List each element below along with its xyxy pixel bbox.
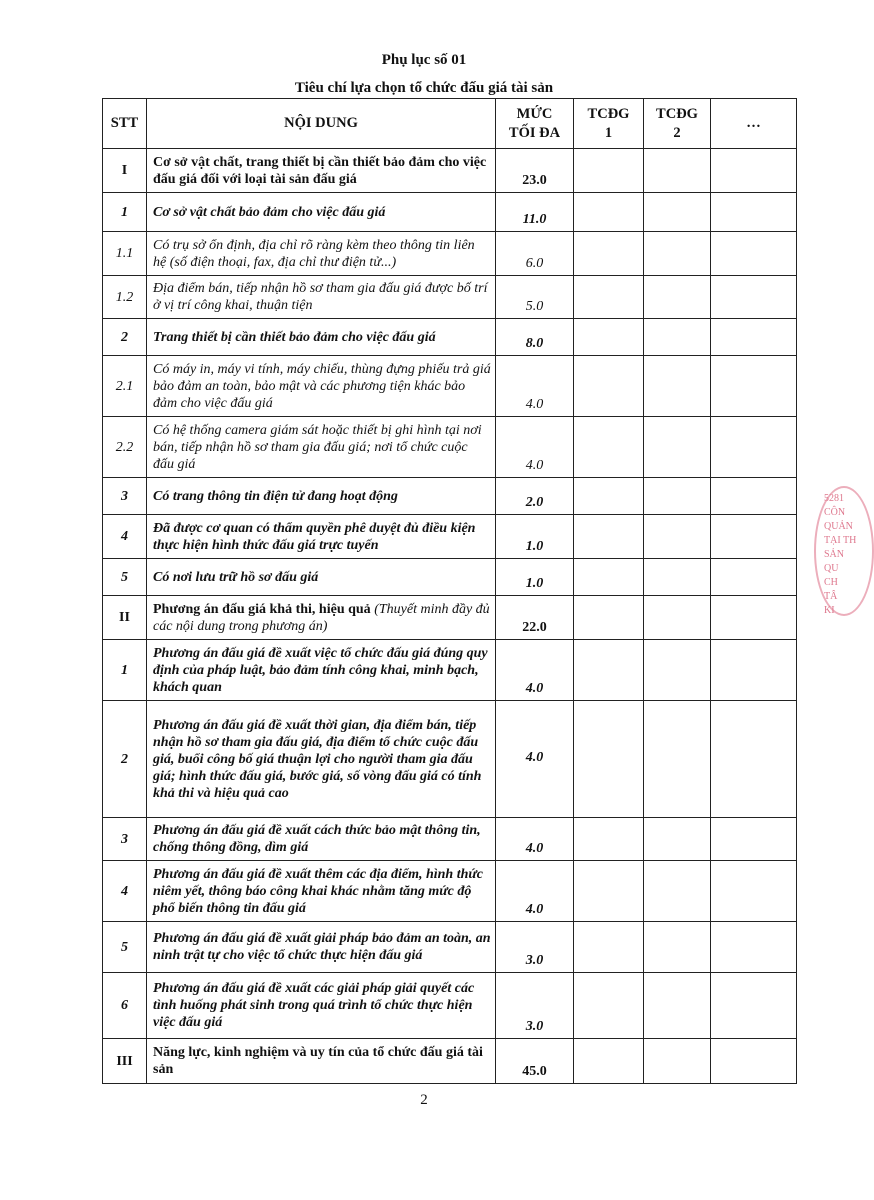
- row-score: 4.0: [496, 701, 574, 818]
- header-org1-line1: TCĐG: [587, 105, 630, 122]
- score-cell-more: [711, 232, 797, 276]
- row-stt: I: [103, 149, 147, 193]
- row-stt: III: [103, 1039, 147, 1084]
- score-cell-org1: [574, 478, 644, 515]
- score-cell-more: [711, 973, 797, 1039]
- score-cell-more: [711, 1039, 797, 1084]
- row-content: Phương án đấu giá đề xuất các giải pháp giải quyết các tình huống phát sinh trong quá trình tổ chức thực hiện việc đấu giá: [147, 973, 496, 1039]
- stamp-line: TẠI TH: [824, 535, 857, 546]
- row-stt: 4: [103, 515, 147, 559]
- table-row: [103, 559, 797, 596]
- row-score: 3.0: [496, 922, 574, 973]
- stamp-line: CH: [824, 577, 838, 588]
- stamp-line: CÔN: [824, 507, 846, 518]
- score-cell-more: [711, 193, 797, 232]
- stamp-line: KI: [824, 605, 835, 616]
- table-row: [103, 319, 797, 356]
- score-cell-org1: [574, 276, 644, 319]
- stamp-line: QUẢN: [824, 521, 853, 532]
- score-cell-more: [711, 356, 797, 417]
- score-cell-more: [711, 319, 797, 356]
- stamp-line: 5281: [824, 493, 844, 504]
- score-cell-org2: [644, 149, 711, 193]
- score-cell-org2: [644, 922, 711, 973]
- row-content: Có hệ thống camera giám sát hoặc thiết bị ghi hình tại nơi bán, tiếp nhận hồ sơ tham gia đấu giá; nơi tổ chức cuộc đấu giá: [147, 417, 496, 478]
- row-content: Trang thiết bị cần thiết bảo đảm cho việc đấu giá: [147, 319, 496, 356]
- row-stt: 4: [103, 861, 147, 922]
- row-stt: 6: [103, 973, 147, 1039]
- page-number: 2: [420, 1092, 428, 1108]
- table-row: [103, 861, 797, 922]
- row-content-main: Phương án đấu giá khả thi, hiệu quả: [153, 601, 371, 617]
- row-stt: II: [103, 596, 147, 640]
- score-cell-org1: [574, 356, 644, 417]
- row-score: 1.0: [496, 559, 574, 596]
- header-org2-line1: TCĐG: [656, 105, 698, 122]
- header-org1-line2: 1: [604, 124, 613, 141]
- row-stt: 1: [103, 640, 147, 701]
- row-content: Cơ sở vật chất, trang thiết bị cần thiết bảo đảm cho việc đấu giá đối với loại tài sản đấu giá: [147, 149, 496, 193]
- table-row: [103, 640, 797, 701]
- row-content: Có trang thông tin điện tử đang hoạt động: [147, 478, 496, 515]
- score-cell-org2: [644, 1039, 711, 1084]
- score-cell-org1: [574, 701, 644, 818]
- score-cell-org2: [644, 640, 711, 701]
- score-cell-org1: [574, 818, 644, 861]
- row-stt: 2.2: [103, 417, 147, 478]
- stamp-line: SẢN: [824, 549, 845, 560]
- score-cell-more: [711, 861, 797, 922]
- seal-stamp-fragment: [814, 486, 874, 616]
- row-stt: 5: [103, 922, 147, 973]
- score-cell-org1: [574, 417, 644, 478]
- score-cell-more: [711, 922, 797, 973]
- table-row: [103, 149, 797, 193]
- appendix-title: Phụ lục số 01: [381, 52, 467, 68]
- score-cell-org1: [574, 922, 644, 973]
- row-stt: 2: [103, 319, 147, 356]
- score-cell-org2: [644, 193, 711, 232]
- header-content: NỘI DUNG: [147, 99, 496, 149]
- row-score: 3.0: [496, 973, 574, 1039]
- score-cell-org2: [644, 861, 711, 922]
- score-cell-org1: [574, 515, 644, 559]
- score-cell-org2: [644, 232, 711, 276]
- score-cell-org2: [644, 559, 711, 596]
- header-org1: [574, 99, 644, 149]
- score-cell-more: [711, 701, 797, 818]
- score-cell-more: [711, 478, 797, 515]
- document-subtitle: Tiêu chí lựa chọn tổ chức đấu giá tài sản: [294, 80, 554, 96]
- score-cell-org2: [644, 515, 711, 559]
- table-row: [103, 596, 797, 640]
- criteria-table: [102, 98, 797, 1084]
- row-score: 11.0: [496, 193, 574, 232]
- row-content: Có máy in, máy vi tính, máy chiếu, thùng đựng phiếu trả giá bảo đảm an toàn, bảo mật và các phương tiện khác bảo đảm cho việc đấu giá: [147, 356, 496, 417]
- row-score: 4.0: [496, 417, 574, 478]
- row-stt: 3: [103, 478, 147, 515]
- row-content: Phương án đấu giá đề xuất cách thức bảo mật thông tin, chống thông đồng, dìm giá: [147, 818, 496, 861]
- score-cell-org1: [574, 319, 644, 356]
- score-cell-org2: [644, 356, 711, 417]
- score-cell-org1: [574, 559, 644, 596]
- row-content: Phương án đấu giá đề xuất giải pháp bảo đảm an toàn, an ninh trật tự cho việc tổ chức thực hiện đấu giá: [147, 922, 496, 973]
- table-row: [103, 232, 797, 276]
- row-stt: 1.1: [103, 232, 147, 276]
- header-org2-line2: 2: [673, 124, 681, 141]
- row-content: Phương án đấu giá đề xuất thời gian, địa điểm bán, tiếp nhận hồ sơ tham gia đấu giá, địa điểm tổ chức cuộc đấu giá, buổi công bố giá thuận lợi cho người tham gia đấu giá; hình thức đấu giá, bước giá, số vòng đấu giá có tính khả thi và hiệu quả cao: [147, 701, 496, 818]
- score-cell-org2: [644, 276, 711, 319]
- score-cell-org1: [574, 193, 644, 232]
- score-cell-org2: [644, 478, 711, 515]
- row-stt: 1: [103, 193, 147, 232]
- score-cell-org2: [644, 417, 711, 478]
- row-stt: 1.2: [103, 276, 147, 319]
- stamp-line: TÂ: [824, 591, 838, 602]
- table-row: [103, 515, 797, 559]
- score-cell-org2: [644, 596, 711, 640]
- header-max-line2: TỐI ĐA: [508, 124, 561, 141]
- row-score: 22.0: [496, 596, 574, 640]
- table-row: [103, 701, 797, 818]
- row-content: Có trụ sở ổn định, địa chỉ rõ ràng kèm theo thông tin liên hệ (số điện thoại, fax, địa chỉ thư điện tử...): [147, 232, 496, 276]
- score-cell-org2: [644, 701, 711, 818]
- row-score: 4.0: [496, 818, 574, 861]
- score-cell-org1: [574, 973, 644, 1039]
- score-cell-more: [711, 596, 797, 640]
- table-row: [103, 417, 797, 478]
- table-row: [103, 1039, 797, 1084]
- score-cell-more: [711, 559, 797, 596]
- row-content: Có nơi lưu trữ hồ sơ đấu giá: [147, 559, 496, 596]
- row-score: 4.0: [496, 356, 574, 417]
- score-cell-org2: [644, 973, 711, 1039]
- score-cell-more: [711, 640, 797, 701]
- table-row: [103, 818, 797, 861]
- row-content: Phương án đấu giá đề xuất việc tổ chức đấu giá đúng quy định của pháp luật, bảo đảm tính công khai, minh bạch, khách quan: [147, 640, 496, 701]
- table-row: [103, 356, 797, 417]
- header-org2: [644, 99, 711, 149]
- row-score: 45.0: [496, 1039, 574, 1084]
- row-score: 4.0: [496, 640, 574, 701]
- score-cell-org1: [574, 149, 644, 193]
- row-score: 8.0: [496, 319, 574, 356]
- row-content: [147, 596, 496, 640]
- row-score: 1.0: [496, 515, 574, 559]
- row-content-note: (Thuyết minh đầy đủ các nội dung trong phương án): [153, 601, 490, 634]
- table-row: [103, 973, 797, 1039]
- score-cell-org2: [644, 818, 711, 861]
- score-cell-org1: [574, 640, 644, 701]
- table-row: [103, 193, 797, 232]
- row-content: Phương án đấu giá đề xuất thêm các địa điểm, hình thức niêm yết, thông báo công khai khác nhằm tăng mức độ phổ biến thông tin đấu giá: [147, 861, 496, 922]
- score-cell-more: [711, 149, 797, 193]
- row-score: 6.0: [496, 232, 574, 276]
- header-row: [103, 99, 797, 149]
- table-row: [103, 478, 797, 515]
- score-cell-org1: [574, 861, 644, 922]
- score-cell-more: [711, 417, 797, 478]
- header-stt: STT: [103, 99, 147, 149]
- score-cell-org1: [574, 1039, 644, 1084]
- row-content: Năng lực, kinh nghiệm và uy tín của tổ chức đấu giá tài sản: [147, 1039, 496, 1084]
- table-row: [103, 922, 797, 973]
- row-stt: 2.1: [103, 356, 147, 417]
- row-score: 5.0: [496, 276, 574, 319]
- score-cell-org1: [574, 596, 644, 640]
- stamp-line: QU: [824, 563, 839, 574]
- row-content: Địa điểm bán, tiếp nhận hồ sơ tham gia đấu giá được bố trí ở vị trí công khai, thuận tiện: [147, 276, 496, 319]
- row-content: Đã được cơ quan có thẩm quyền phê duyệt đủ điều kiện thực hiện hình thức đấu giá trực tuyến: [147, 515, 496, 559]
- header-max-score: [496, 99, 574, 149]
- header-max-line1: MỨC: [516, 105, 553, 122]
- header-more: …: [711, 99, 797, 149]
- score-cell-more: [711, 276, 797, 319]
- row-score: 2.0: [496, 478, 574, 515]
- table-row: [103, 276, 797, 319]
- score-cell-org1: [574, 232, 644, 276]
- row-stt: 3: [103, 818, 147, 861]
- row-stt: 5: [103, 559, 147, 596]
- row-stt: 2: [103, 701, 147, 818]
- row-content: Cơ sở vật chất bảo đảm cho việc đấu giá: [147, 193, 496, 232]
- row-score: 23.0: [496, 149, 574, 193]
- score-cell-more: [711, 818, 797, 861]
- score-cell-more: [711, 515, 797, 559]
- row-score: 4.0: [496, 861, 574, 922]
- score-cell-org2: [644, 319, 711, 356]
